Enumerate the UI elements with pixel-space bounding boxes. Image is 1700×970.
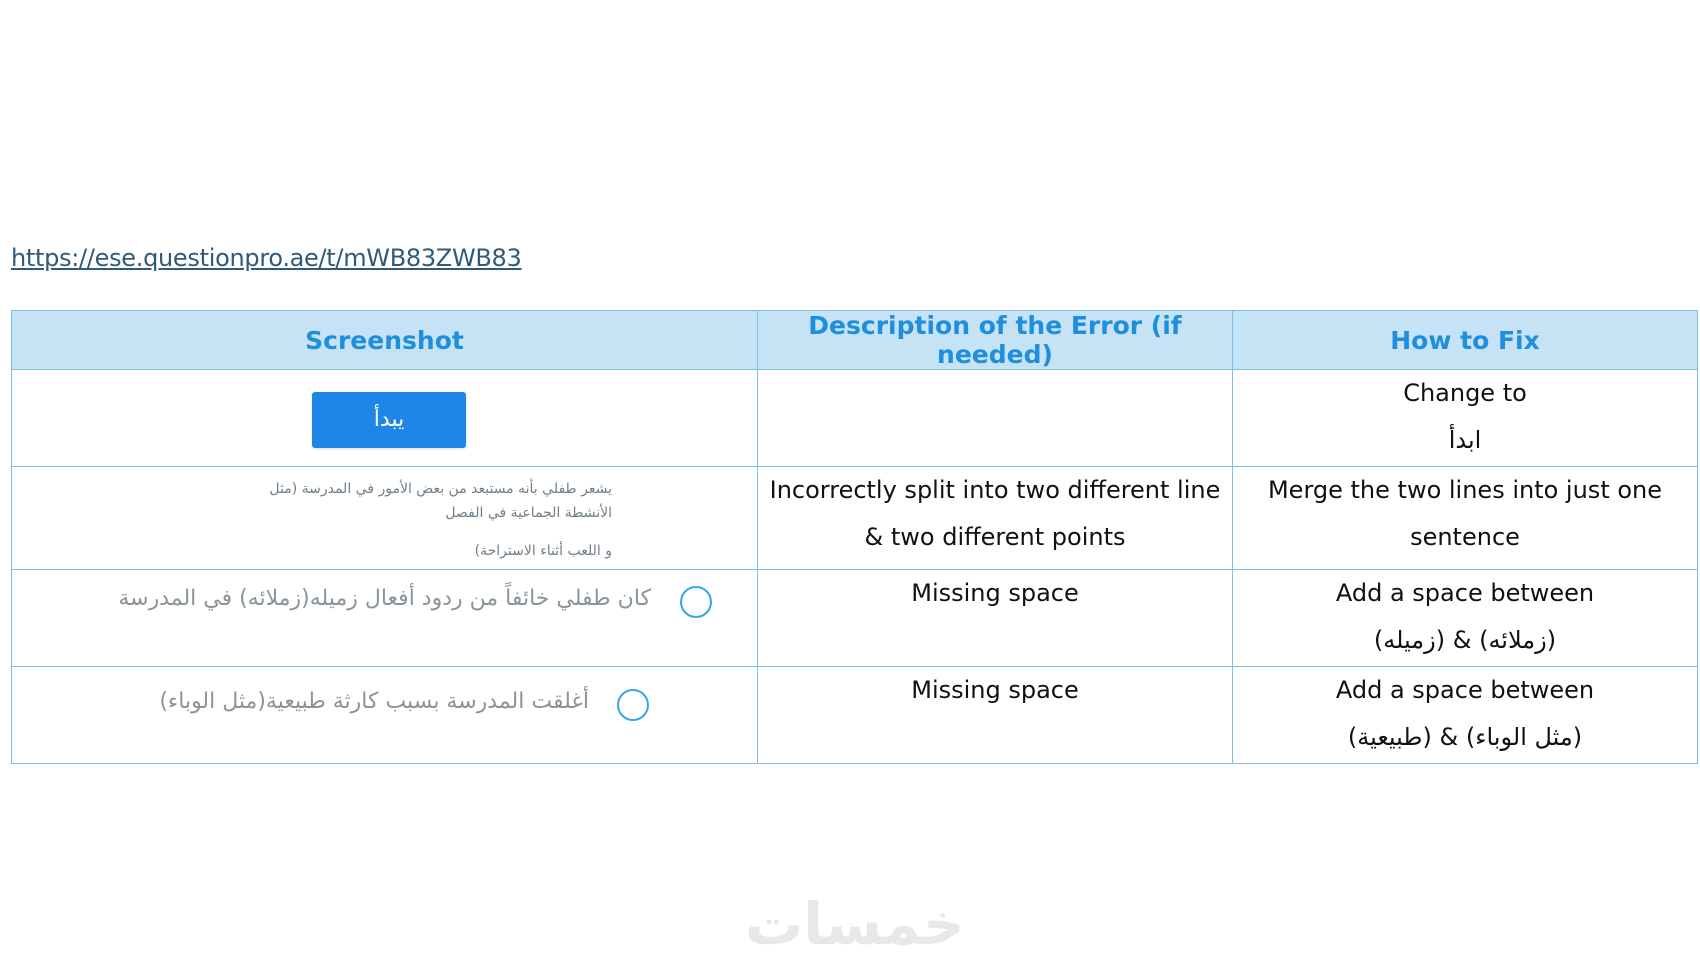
start-button: يبدأ	[312, 392, 466, 448]
fix-cell	[1233, 467, 1698, 570]
screenshot-cell	[12, 667, 758, 764]
fix-line: sentence	[1410, 523, 1520, 551]
survey-link[interactable]: https://ese.questionpro.ae/t/mWB83ZWB83	[11, 244, 522, 272]
fix-line: Add a space between	[1335, 579, 1595, 607]
fix-cell	[1233, 370, 1698, 467]
header-how-to-fix: How to Fix	[1233, 311, 1698, 370]
fix-line: (طبيعية) & (مثل الوباء)	[1347, 723, 1583, 751]
error-report-table	[11, 310, 1698, 764]
table-row	[12, 370, 1698, 467]
screenshot-cell	[12, 570, 758, 667]
fix-line: ابدأ	[1448, 426, 1482, 454]
screenshot-cell	[12, 467, 758, 570]
description-line: & two different points	[864, 523, 1126, 551]
split-text-line-2: الأنشطة الجماعية في الفصل	[445, 505, 612, 521]
description-line: Missing space	[911, 676, 1079, 704]
table-row	[12, 570, 1698, 667]
fix-cell	[1233, 667, 1698, 764]
table-row	[12, 467, 1698, 570]
description-cell	[758, 667, 1233, 764]
split-text-line-3: و اللعب أثناء الاستراحة)	[474, 543, 612, 559]
fix-line: Change to	[1403, 379, 1527, 407]
fix-line: (زميله) & (زملائه)	[1373, 626, 1557, 654]
header-screenshot: Screenshot	[12, 311, 758, 370]
option-1-label: كان طفلي خائفاً من ردود أفعال زميله(زملائه) في المدرسة	[118, 586, 651, 611]
description-line: Incorrectly split into two different line	[769, 476, 1221, 504]
fix-line: Merge the two lines into just one	[1267, 476, 1663, 504]
description-cell	[758, 370, 1233, 467]
option-2-label: أغلقت المدرسة بسبب كارثة طبيعية(مثل الوباء)	[159, 689, 589, 714]
option-2-radio	[617, 689, 649, 721]
fix-line: Add a space between	[1335, 676, 1595, 704]
table-header-row	[12, 311, 1698, 370]
table-row	[12, 667, 1698, 764]
fix-cell	[1233, 570, 1698, 667]
description-cell	[758, 467, 1233, 570]
description-line: Missing space	[911, 579, 1079, 607]
split-text-line-1: يشعر طفلي بأنه مستبعد من بعض الأمور في المدرسة (مثل	[269, 481, 612, 497]
watermark-logo: خمسات	[745, 890, 965, 958]
description-cell	[758, 570, 1233, 667]
screenshot-cell	[12, 370, 758, 467]
header-description: Description of the Error (if needed)	[758, 311, 1233, 370]
option-1-radio	[680, 586, 712, 618]
